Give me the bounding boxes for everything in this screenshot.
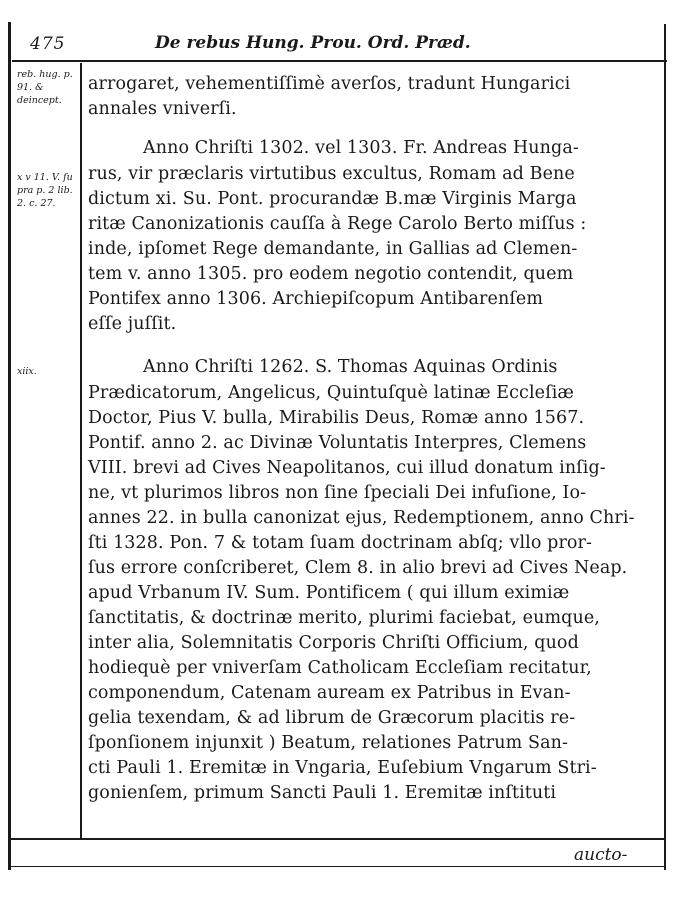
footer-rule — [8, 838, 666, 840]
margin-note: xiix. — [17, 366, 37, 377]
text-line: VIII. brevi ad Cives Neapolitanos, cui illud donatum inſig- — [88, 458, 606, 478]
text-line: ne, vt plurimos libros non ſine ſpeciali Dei infuſione, Io- — [88, 483, 587, 503]
text-line: dictum xi. Su. Pont. procurandæ B.mæ Virginis Marga — [88, 189, 577, 209]
text-line: Pontif. anno 2. ac Divinæ Voluntatis Interpres, Clemens — [88, 433, 587, 453]
text-line: ſanctitatis, & doctrinæ merito, plurimi faciebat, eumque, — [88, 608, 600, 628]
text-line: ſponſionem injunxit ) Beatum, relationes Patrum San- — [88, 733, 568, 753]
text-line: arrogaret, vehementiſſimè averſos, tradunt Hungarici — [88, 74, 571, 94]
page-number: 475 — [30, 34, 66, 54]
text-line: ſus errore conſcriberet, Clem 8. in alio brevi ad Cives Neap. — [88, 558, 628, 578]
right-border-rule — [664, 24, 666, 870]
margin-note: x v 11. V. ſu pra p. 2 lib. 2. c. 27. — [17, 172, 73, 209]
text-line: Doctor, Pius V. bulla, Mirabilis Deus, Romæ anno 1567. — [88, 408, 585, 428]
paragraph-start-line: Anno Chriſti 1302. vel 1303. Fr. Andreas Hunga- — [143, 138, 579, 158]
text-line: Prædicatorum, Angelicus, Quintuſquè latinæ Eccleſiæ — [88, 383, 574, 403]
margin-note: reb. hug. p. 91. & deincept. — [17, 69, 73, 106]
text-line: cti Pauli 1. Eremitæ in Vngaria, Euſebium Vngarum Stri- — [88, 758, 597, 778]
text-line: componendum, Catenam auream ex Patribus in Evan- — [88, 683, 571, 703]
running-head: De rebus Hung. Prou. Ord. Præd. — [155, 33, 471, 53]
text-line: ſti 1328. Pon. 7 & totam ſuam doctrinam abſq; vllo pror- — [88, 533, 593, 553]
text-line: apud Vrbanum IV. Sum. Pontificem ( qui illum eximiæ — [88, 583, 570, 603]
text-line: gonienſem, primum Sancti Pauli 1. Eremitæ inſtituti — [88, 783, 557, 803]
text-line: hodiequè per vniverſam Catholicam Eccleſiam recitatur, — [88, 658, 592, 678]
catchword: aucto- — [574, 845, 628, 865]
paragraph-start-line: Anno Chriſti 1262. S. Thomas Aquinas Ordinis — [143, 357, 558, 377]
text-line: annales vniverſi. — [88, 99, 237, 119]
header-rule — [12, 60, 667, 62]
text-line: eſſe juſſit. — [88, 314, 177, 334]
left-border-rule — [8, 22, 11, 870]
text-line: Pontifex anno 1306. Archiepiſcopum Antibarenſem — [88, 289, 544, 309]
text-line: inter alia, Solemnitatis Corporis Chriſti Officium, quod — [88, 633, 579, 653]
text-line: annes 22. in bulla canonizat ejus, Redemptionem, anno Chri- — [88, 508, 635, 528]
tail-rule — [8, 866, 666, 867]
margin-gutter-rule — [80, 63, 82, 840]
text-line: ritæ Canonizationis cauſſa à Rege Carolo Berto miſſus : — [88, 214, 587, 234]
text-line: rus, vir præclaris virtutibus excultus, Romam ad Bene — [88, 164, 575, 184]
text-line: inde, ipſomet Rege demandante, in Gallias ad Clemen- — [88, 239, 578, 259]
text-line: tem v. anno 1305. pro eodem negotio contendit, quem — [88, 264, 574, 284]
text-line: gelia texendam, & ad librum de Græcorum placitis re- — [88, 708, 576, 728]
